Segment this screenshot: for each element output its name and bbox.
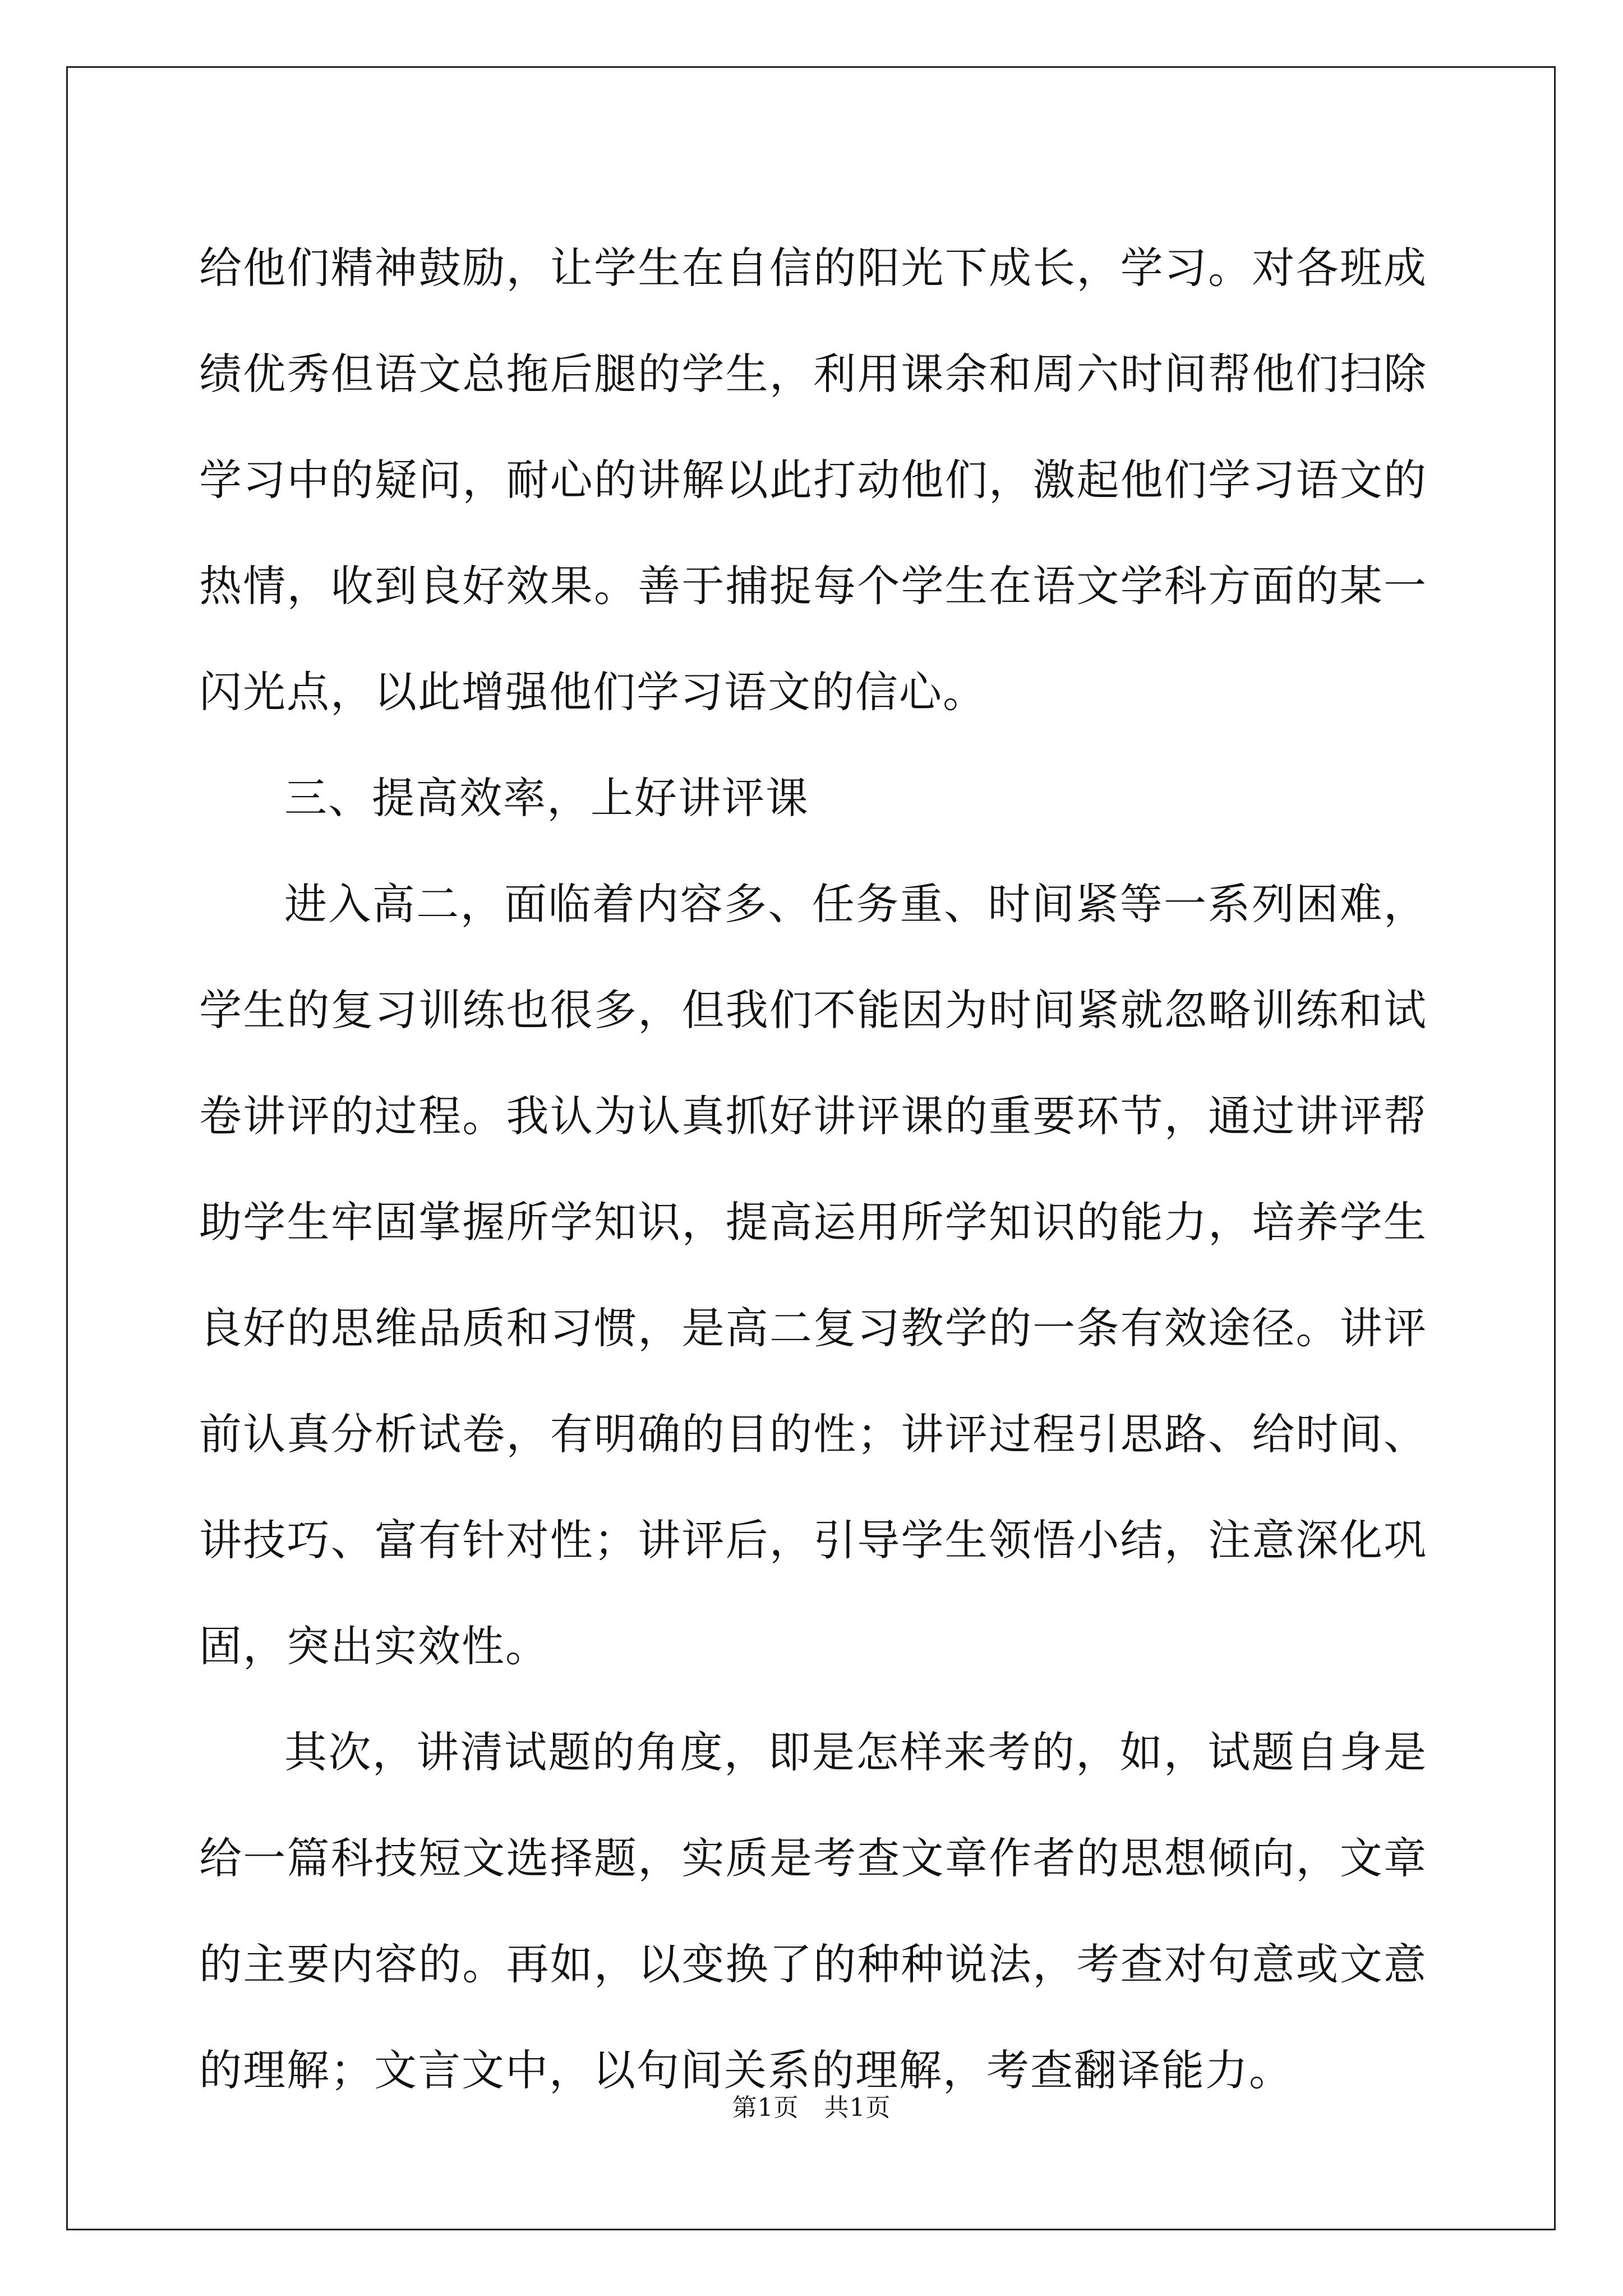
page-number-current: 第1页: [732, 2093, 799, 2122]
paragraph-2: 进入高二，面临着内容多、任务重、时间紧等一系列困难，学生的复习训练也很多，但我们不能因为时间紧就忽略训练和试卷讲评的过程。我认为认真抓好讲评课的重要环节，通过讲评帮助学生牢固掌握所学知识，提高运用所学知识的能力，培养学生良好的思维品质和习惯，是高二复习教学的一条有效途径。讲评前认真分析试卷，有明确的目的性；讲评过程引思路、给时间、讲技巧、富有针对性；讲评后，引导学生领悟小结，注意深化巩固，突出实效性。: [199, 879, 1427, 1671]
paragraph-1: 给他们精神鼓励，让学生在自信的阳光下成长，学习。对各班成绩优秀但语文总拖后腿的学生，利用课余和周六时间帮他们扫除学习中的疑问，耐心的讲解以此打动他们，激起他们学习语文的热情，收到良好效果。善于捕捉每个学生在语文学科方面的某一闪光点，以此增强他们学习语文的信心。: [199, 243, 1427, 717]
paragraph-3: 其次，讲清试题的角度，即是怎样来考的，如，试题自身是给一篇科技短文选择题，实质是考查文章作者的思想倾向，文章的主要内容的。再如，以变换了的种种说法，考查对句意或文意的理解；文言文中，以句间关系的理解，考查翻译能力。: [199, 1727, 1427, 2095]
page-footer: [0, 2091, 1623, 2125]
page-number-total: 共1页: [824, 2093, 891, 2122]
footer-spacer: [799, 2093, 824, 2122]
section-heading: 三、提高效率，上好讲评课: [284, 773, 809, 823]
document-body: [199, 215, 1427, 2123]
